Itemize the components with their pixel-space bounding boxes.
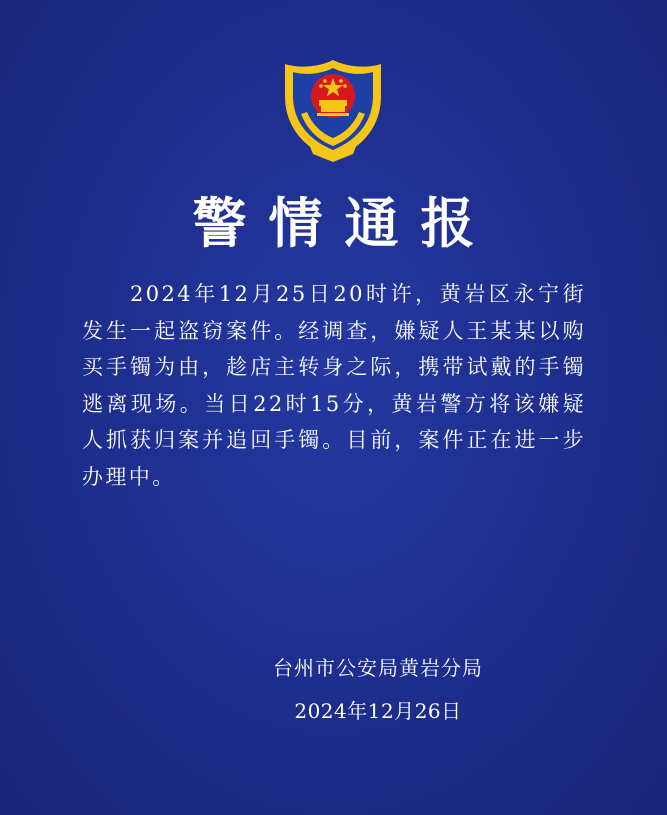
notice-body: 2024年12月25日20时许，黄岩区永宁街发生一起盗窃案件。经调查，嫌疑人王某某以购买手镯为由，趁店主转身之际，携带试戴的手镯逃离现场。当日22时15分，黄岩警方将该嫌疑人抓获归案并追回手镯。目前，案件正在进一步办理中。 (82, 282, 586, 489)
issue-date: 2024年12月26日 (294, 699, 462, 723)
issuer-name: 台州市公安局黄岩分局 (273, 656, 483, 680)
notice-title: 警情通报 (192, 192, 497, 255)
police-emblem-icon (279, 56, 387, 166)
